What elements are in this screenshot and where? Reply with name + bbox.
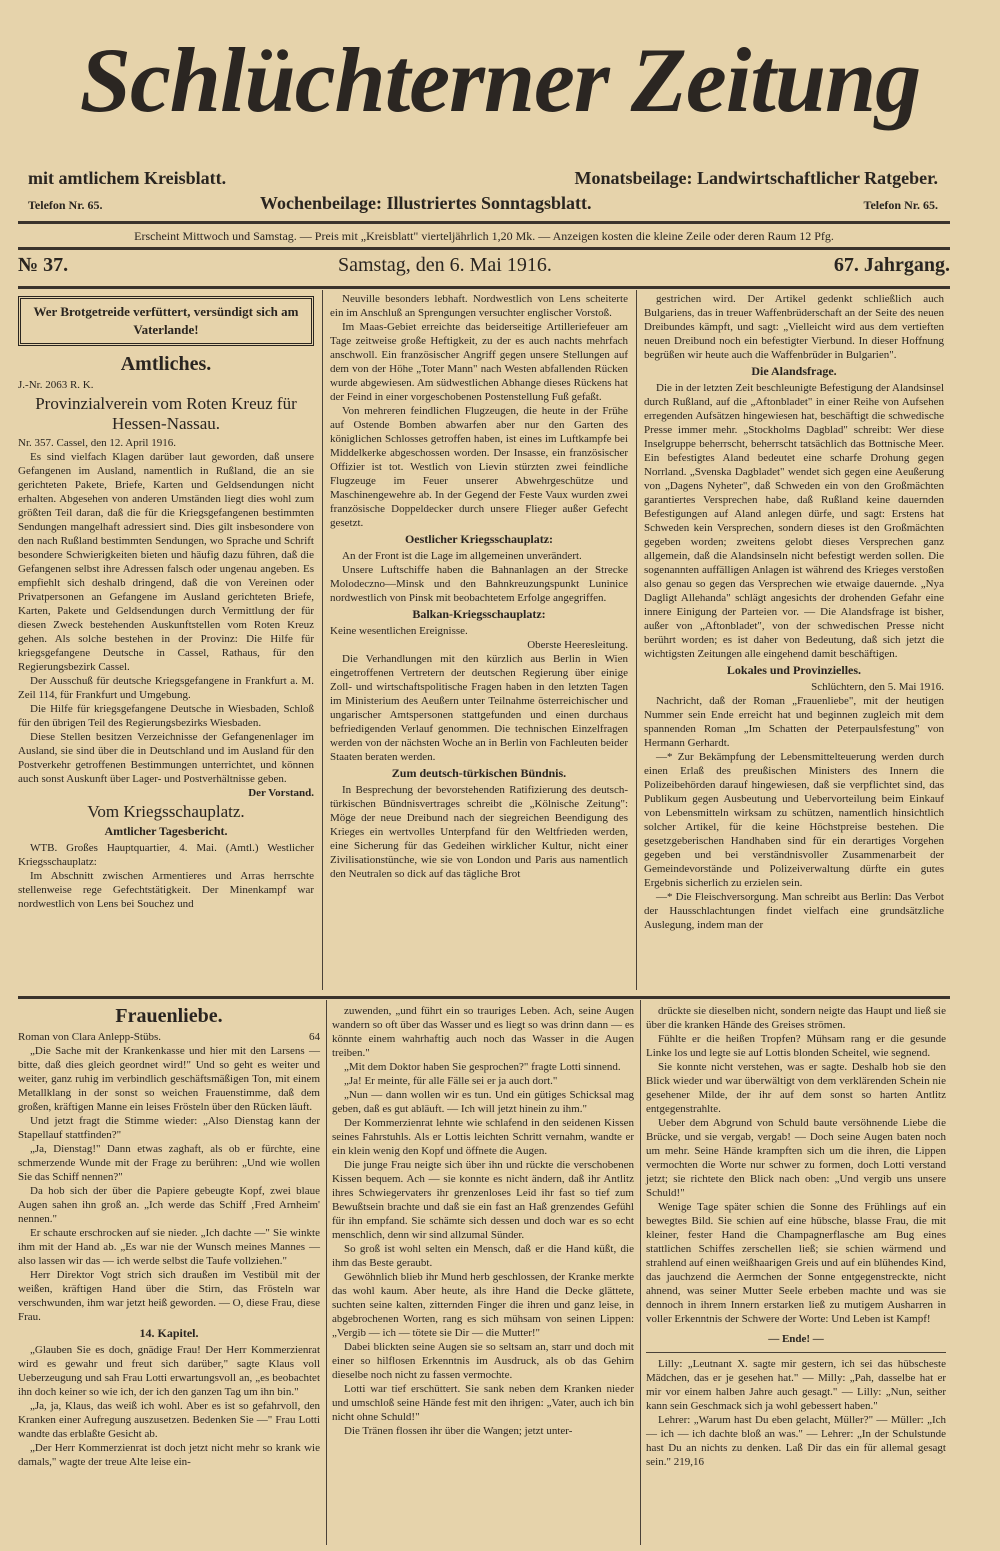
paragraph: Die in der letzten Zeit beschleunigte Befestigung der Alandsinsel durch Rußland, auf die „Aftonbladet" in einer Reihe von Aufsehen erregenden Aufsätzen hingewiesen hat, beschäftigt die schwedische Presse immer mehr. „Stockholms Dagblad" schreibt: Wer diese Inselgruppe beherrscht, beherrscht tatsächlich das Bottnische Meer. Ein befestigtes Aland bedeutet eine scharfe Drohung gegen Norrland. „Svenska Dagbladet" wendet sich gegen eine Aeußerung von „Dagens Nyheter", daß Schweden ein von den Großmächten garantiertes Versprechen habe, daß Rußland keine dauernden Befestigungen auf Aland anlegen dürfe, und sagt: Erstens hat Schweden kein Versprechen, sondern dieses ist den Großmächten gegeben worden; zweitens gelobt dieses Versprechen ganz allgemein, daß die Alandsinseln nicht befestigt werden sollen. Die sogenannten auffälligen Anlagen ist während des Krieges verstoßen also genau so gegen das Versprechen wie etwaige dauernde. „Nya Dagligt Allehanda" schlägt angesichts der drohenden Gefahr eine innere Einigung der Parteien vor. — Die Alandsfrage ist bisher, außer von „Aftonbladet", von der schwedischen Presse nicht berührt worden; es ist daher von Bedeutung, daß sich jetzt die wichtigsten Zeitungen alle eingehend damit beschäftigen. <box>644 382 944 660</box>
rule <box>18 221 950 224</box>
notice-box: Wer Brotgetreide verfüttert, versündigt sich am Vaterlande! <box>18 296 314 346</box>
section-heading: Lokales und Provinzielles. <box>726 663 862 677</box>
paragraph: drückte sie dieselben nicht, sondern neigte das Haupt und ließ sie über die kranken Hände des Greises strömen. <box>646 1005 946 1031</box>
subtitle-left: mit amtlichem Kreisblatt. <box>28 168 227 188</box>
subheading: Amtlicher Tagesbericht. <box>104 824 228 838</box>
joke: Lehrer: „Warum hast Du eben gelacht, Müller?" — Müller: „Ich — ich — ich dachte bloß an was." — Lehrer: „In der Schulstunde hast Du an nichts zu denken. Laß Dir das ein für allemal gesagt sein." 219,16 <box>646 1414 946 1468</box>
feuilleton-column-1 <box>18 1002 320 1469</box>
paragraph: Im Abschnitt zwischen Armentieres und Arras herrschte stellenweise rege Gefechtstätigkeit. Der Minenkampf war nordwestlich von Lens bei Souchez und <box>18 870 314 910</box>
volume: 67. Jahrgang. <box>833 254 950 276</box>
subheading: Die Alandsfrage. <box>751 364 837 378</box>
feuilleton-column-3 <box>646 1004 946 1469</box>
rule <box>18 247 950 250</box>
dateline: Schlüchtern, den 5. Mai 1916. <box>811 681 944 693</box>
chapter-heading: 14. Kapitel. <box>139 1326 199 1340</box>
paragraph: In Besprechung der bevorstehenden Ratifizierung des deutsch-türkischen Bündnisvertrages schreibt die „Kölnische Zeitung": Möge der neue Dreibund nach der siegreichen Beendigung des Krieges ein wertvolles Unterpfand für den Weltfrieden werden, eine Sicherung für das Gedeihen wirklicher Kultur, nicht einer Zivilisationstünche, wie sie von London und Paris aus namentlich den Neutralen so dick auf das tägliche Brot <box>330 784 628 880</box>
paragraph: zuwenden, „und führt ein so trauriges Leben. Ach, seine Augen wandern so oft über das Wasser und es liegt so was drinn dann — es könnte einem wahrhaftig auch noch das Wasser in die Augen treiben." <box>332 1005 634 1059</box>
novel-byline: Roman von Clara Anlepp-Stübs. <box>18 1031 161 1043</box>
paragraph: „Der Herr Kommerzienrat ist doch jetzt nicht mehr so krank wie damals," wagte der treue Alte leise ein- <box>18 1442 320 1468</box>
paragraph: „Ja! Er meinte, für alle Fälle sei er ja auch dort." <box>344 1075 558 1087</box>
paragraph: —* Zur Bekämpfung der Lebensmittelteuerung werden durch einen Erlaß des preußischen Ministers des Innern die Polizeibehörden darauf hingewiesen, daß sie verpflichtet sind, das Publikum gegen Ausbeutung und Uebervorteilung beim Einkauf von Lebensmitteln wirksam zu schützen, namentlich hinsichtlich solcher Artikel, für die keine Höchstpreise bestehen. Die gesetzgeberischen Handhaben sind für ein derartiges Vorgehen gegeben und bei verständnisvoller Zusammenarbeit der Gemeindevorstände und Polizeiverwaltung dürfte ein gutes Ergebnis sicherlich zu erzielen sein. <box>644 751 944 889</box>
paragraph: Gewöhnlich blieb ihr Mund herb geschlossen, der Kranke merkte das wohl kaum. Aber heute, als ihre Hand die Decke glättete, suchten seine kalten, zitternden Finger die ihren und ganz leise, in abgebrochenen Worten, rang es sich mühsam von seinen Lippen: „Vergib — ich — tötete sie Dir — die Mutter!" <box>332 1271 634 1339</box>
paragraph: Fühlte er die heißen Tropfen? Mühsam rang er die gesunde Linke los und legte sie auf Lottis blonden Scheitel, wie segnend. <box>646 1033 946 1059</box>
paragraph: „Mit dem Doktor haben Sie gesprochen?" fragte Lotti sinnend. <box>344 1061 621 1073</box>
signature: Der Vorstand. <box>248 787 314 799</box>
paragraph: „Glauben Sie es doch, gnädige Frau! Der Herr Kommerzienrat wird es gewahr und freut sich darüber," sagte Klaus voll Ueberzeugung und sah Frau Lotti erwartungsvoll an, „es beobachtet ihn doch keiner so wie ich, der ich den ganzen Tag um ihn bin." <box>18 1344 320 1398</box>
paragraph: „Nun — dann wollen wir es tun. Und ein gütiges Schicksal mag geben, daß es gut abläuft. — Ich will jetzt hinein zu ihm." <box>332 1089 634 1115</box>
paragraph: Diese Stellen besitzen Verzeichnisse der Gefangenenlager im Ausland, sie sind über die in Deutschland und im Ausland für den Postverkehr getroffenen Bestimmungen unterrichtet, und können auch sonst Auskunft über Lager- und Postverhältnisse geben. <box>18 731 314 785</box>
section-heading: Amtliches. <box>120 353 212 375</box>
paragraph: Die Verhandlungen mit den kürzlich aus Berlin in Wien eingetroffenen Vertretern der deutschen Regierung über einige Zoll- und wirtschaftspolitische Fragen haben in den letzten Tagen im Ministerium des Aeußern unter Teilnahme österreichischer und ungarischer Amtspersonen stattgefunden und einen durchaus befriedigenden Verlauf genommen. Die technischen Einzelfragen werden von der nächsten Woche an in Berlin von Fachleuten beider Staaten beraten werden. <box>330 653 628 763</box>
joke: Lilly: „Leutnant X. sagte mir gestern, ich sei das hübscheste Mädchen, das er je gesehen hat." — Milly: „Pah, dasselbe hat er mir vor einem halben Jahre auch gesagt." — Lilly: „Nun, seither kann sein Geschmack sich ja wohl gebessert haben." <box>646 1358 946 1412</box>
paragraph: Da hob sich der über die Papiere gebeugte Kopf, zwei blaue Augen sahen ihn groß an. „Ich werde das Schiff ‚Fred Arnheim' nennen." <box>18 1185 320 1225</box>
paragraph: —* Die Fleischversorgung. Man schreibt aus Berlin: Das Verbot der Hausschlachtungen findet vielfach eine grundsätzliche Auslegung, indem man der <box>644 891 944 931</box>
paragraph: Unsere Luftschiffe haben die Bahnanlagen an der Strecke Molodeczno—Minsk und den Bahnkreuzungspunkt Luninice nordwestlich von Pinsk mit beobachtetem Erfolge angegriffen. <box>330 564 628 604</box>
issue-number: № 37. <box>18 254 69 276</box>
paragraph: Herr Direktor Vogt strich sich draußen im Vestibül mit der weißen, kräftigen Hand über die Stirn, das Frösteln war verschwunden, ihm war jetzt heiß geworden. — O, diese Frau, diese Frau. <box>18 1269 320 1323</box>
paragraph: Und jetzt fragt die Stimme wieder: „Also Dienstag kann der Stapellauf stattfinden?" <box>18 1115 320 1141</box>
subheading: Balkan-Kriegsschauplatz: <box>412 607 546 621</box>
paragraph: Er schaute erschrocken auf sie nieder. „Ich dachte —" Sie winkte ihm mit der Hand ab. „Es war nie der Wunsch meines Mannes — also lassen wir das — ich werde selbst die Taufe vollziehen." <box>18 1227 320 1267</box>
paragraph: Der Kommerzienrat lehnte wie schlafend in den seidenen Kissen seines Fahrstuhls. Als er Lottis leichten Schritt vernahm, wandte er ein klein wenig den Kopf und öffnete die Augen. <box>332 1117 634 1157</box>
paragraph: Im Maas-Gebiet erreichte das beiderseitige Artilleriefeuer am Tage zeitweise große Heftigkeit, zu der es auch nachts mehrfach anschwoll. Ein französischer Angriff gegen unsere Stellungen auf dem von der Höhe „Toter Mann" nach Westen abfallenden Rücken wurde abgewiesen. Am südwestlichen Abhange dieses Rückens hat der Feind in einer vorgeschobenen Postenstellung Fuß gefaßt. <box>330 321 628 403</box>
paragraph: „Ja, Dienstag!" Dann etwas zaghaft, als ob er fürchte, eine schmerzende Wunde mit der Frage zu berühren: „Und wie wollen Sie das Schiff nennen?" <box>18 1143 320 1183</box>
dateline <box>18 254 950 284</box>
paragraph: WTB. Großes Hauptquartier, 4. Mai. (Amtl.) Westlicher Kriegsschauplatz: <box>18 842 314 868</box>
issue-date: Samstag, den 6. Mai 1916. <box>338 254 552 276</box>
paragraph: Nachricht, daß der Roman „Frauenliebe", mit der heutigen Nummer sein Ende erreicht hat und beginnen zugleich mit dem spannenden Roman „Im Schatten der Peterpaulsfestung" von Hermann Gerhardt. <box>644 695 944 749</box>
paragraph: „Ja, ja, Klaus, das weiß ich wohl. Aber es ist so gefahrvoll, den Kranken einer Aufregung auszusetzen. Bedenken Sie —" Frau Lotti wandte das erblaßte Gesicht ab. <box>18 1400 320 1440</box>
paragraph: gestrichen wird. Der Artikel gedenkt schließlich auch Bulgariens, das in treuer Waffenbrüderschaft an der Seite des neuen Dreibundes kämpft, und sagt: „Vielleicht wird aus dem vertieften neuen Dreibund noch ein befestigter Vierbund. In dieser Hoffnung begrüßen wir heute auch die Waffenbrüder in Bulgarien". <box>644 293 944 361</box>
newspaper-title: Schlüchterner Zeitung <box>79 29 921 131</box>
novel-title: Frauenliebe. <box>115 1005 223 1027</box>
paragraph: Von mehreren feindlichen Flugzeugen, die heute in der Frühe auf Ostende Bomben abwarfen aber nur den Garten des königlichen Schlosses getroffen haben, ist eines im Luftkampfe bei Middelkerke abgeschossen worden. Der Insasse, ein französischer Offizier ist tot. Westlich von Lievin stürzten zwei feindliche Flugzeuge im Feuer unserer Abwehrgeschütze und Maschinengewehre ab. In der Gegend der Feste Vaux wurden zwei französische Doppeldecker durch unsere Flieger außer Gefecht gesetzt. <box>330 405 628 529</box>
installment-number: 64 <box>309 1031 320 1043</box>
paragraph: Dabei blickten seine Augen sie so seltsam an, starr und doch mit einer so hilflosen Erkenntnis im Ausdruck, als ob das Gehirn dieselbe noch nicht zu fassen vermochte. <box>332 1341 634 1381</box>
reference-date: Nr. 357. Cassel, den 12. April 1916. <box>18 437 176 449</box>
column-divider <box>326 1000 327 1545</box>
feuilleton-rule <box>18 996 950 999</box>
paragraph: An der Front ist die Lage im allgemeinen unverändert. <box>342 550 582 562</box>
paragraph: Die junge Frau neigte sich über ihn und rückte die verschobenen Kissen bequem. Ach — sie konnte es nicht ändern, daß ihr Antlitz ihres Schwiegervaters ihr grenzenloses Leid ihr fast so tief zum Bewußtsein brachte und daß sie ein fast an Haß grenzendes Gefühl für ihn empfand. Sie schämte sich dessen und doch war es so echt menschlich, denn wir sind allzumal Sünder. <box>332 1159 634 1241</box>
subtitle-right: Monatsbeilage: Landwirtschaftlicher Ratgeber. <box>574 168 938 188</box>
paragraph: Es sind vielfach Klagen darüber laut geworden, daß unsere Gefangenen im Ausland, namentlich in Rußland, die an sie gerichteten Pakete, Briefe, Karten und Geldsendungen nicht erhalten. Abgesehen von anderen Umständen liegt dies wohl zum größten Teil daran, daß die für die Kriegsgefangenen bestimmten Sendungen mangelhaft adressiert sind. Dies gilt insbesondere von den nach Rußland bestimmten Sendungen, wo Sprache und Schrift besondere Schwierigkeiten bieten und häufig dazu führen, daß die Gefangenen selbst ihre Adressen falsch oder ungenau angeben. Es empfiehlt sich deshalb dringend, daß die von Vereinen oder Privatpersonen an Gefangene im Ausland gerichteten Briefe, Karten, Pakete und Geldsendungen durch Vermittlung der für diesen Zweck bestehenden Auskunftstellen vom Roten Kreuz gehen. Als solche bestehen in der Provinz: Die Hilfe für kriegsgefangene Deutsche in Cassel, Rathaus, für den Regierungsbezirk Cassel. <box>18 451 314 673</box>
column-3 <box>644 292 944 932</box>
article-headline: Vom Kriegsschauplatz. <box>87 802 245 821</box>
column-divider <box>636 290 637 990</box>
feuilleton-column-2 <box>332 1004 634 1438</box>
phone-right: Telefon Nr. 65. <box>863 198 938 212</box>
paragraph: Ueber dem Abgrund von Schuld baute versöhnende Liebe die Brücke, und sie vergab, vergab! — Doch seine Augen baten noch um mehr. Seine Hände krampften sich um die ihren, die Lippen vermochten die Worte nur schwer zu formen, doch Lotti verstand jetzt; sie richtete den Blick nach oben: „Und vergib uns unsere Schuld!" <box>646 1117 946 1199</box>
column-1 <box>18 292 314 911</box>
subheading: Zum deutsch-türkischen Bündnis. <box>391 766 567 780</box>
paragraph: Der Ausschuß für deutsche Kriegsgefangene in Frankfurt a. M. Zeil 114, für Frankfurt und Umgebung. <box>18 675 314 701</box>
paragraph: So groß ist wohl selten ein Mensch, daß er die Hand küßt, die ihm das Beste geraubt. <box>332 1243 634 1269</box>
column-2 <box>330 292 628 881</box>
end-marker: — Ende! — <box>768 1333 824 1345</box>
subheading: Oestlicher Kriegsschauplatz: <box>404 532 554 546</box>
weekly-supplement: Wochenbeilage: Illustriertes Sonntagsblatt. <box>260 193 592 213</box>
reference-number: J.-Nr. 2063 R. K. <box>18 379 94 391</box>
divider <box>646 1352 946 1353</box>
paragraph: Die Tränen flossen ihr über die Wangen; jetzt unter- <box>344 1425 573 1437</box>
signature: Oberste Heeresleitung. <box>527 639 628 651</box>
paragraph: Sie konnte nicht verstehen, was er sagte. Deshalb hob sie den Blick wieder und war überwältigt von dem verklärenden Schein nie gesehener Milde, der ihr auf dem sonst so harten Antlitz entgegenstrahlte. <box>646 1061 946 1115</box>
paragraph: Die Hilfe für kriegsgefangene Deutsche in Wiesbaden, Schloß für den übrigen Teil des Regierungsbezirks Wiesbaden. <box>18 703 314 729</box>
paragraph: Wenige Tage später schien die Sonne des Frühlings auf ein bewegtes Bild. Sie schien auf eine hübsche, blasse Frau, die mit kleiner, fester Hand die Champagnerflasche am Bug eines stattlichen Schiffes zerschellen ließ; sie schien wärmend und strahlend auf einen weißhaarigen Greis und auf ein blühendes Kind, das jauchzend die Aermchen der Sonne entgegenstreckte, nicht ahnend, was seiner Mutter Seele erbeben machte und was sie dennoch in ihrem Innern erstarken ließ zu mutigem Ausharren in voller Erkenntnis der Schwere der Worte: Und Leben ist Kampf! <box>646 1201 946 1325</box>
masthead <box>0 0 1000 165</box>
paragraph: „Die Sache mit der Krankenkasse und hier mit den Larsens — bitte, daß dies gleich geordnet wird!" Und so geht es weiter und weiter, ganz ruhig im verbindlich geschäftsmäßigen Ton, mit einem Metallklang in der sonst so weichen Frauenstimme, daß dem großen, kräftigen Manne ein leises Frösteln über den Rücken läuft. <box>18 1045 320 1113</box>
phone-left: Telefon Nr. 65. <box>28 198 103 212</box>
publication-info: Erscheint Mittwoch und Samstag. — Preis mit „Kreisblatt" vierteljährlich 1,20 Mk. — Anzeigen kosten die kleine Zeile oder deren Raum 12 Pfg. <box>134 229 834 243</box>
article-headline: Provinzialverein vom Roten Kreuz für Hessen-Nassau. <box>35 394 297 433</box>
paragraph: Neuville besonders lebhaft. Nordwestlich von Lens scheiterte ein im Anschluß an Sprengungen versuchter englischer Vorstoß. <box>330 293 628 319</box>
rule <box>18 286 950 289</box>
column-divider <box>322 290 323 990</box>
column-divider <box>640 1000 641 1545</box>
paragraph: Keine wesentlichen Ereignisse. <box>330 625 468 637</box>
paragraph: Lotti war tief erschüttert. Sie sank neben dem Kranken nieder und umschloß seine Hände fest mit den ihrigen: „Vater, auch ich bin nicht ohne Schuld!" <box>332 1383 634 1423</box>
